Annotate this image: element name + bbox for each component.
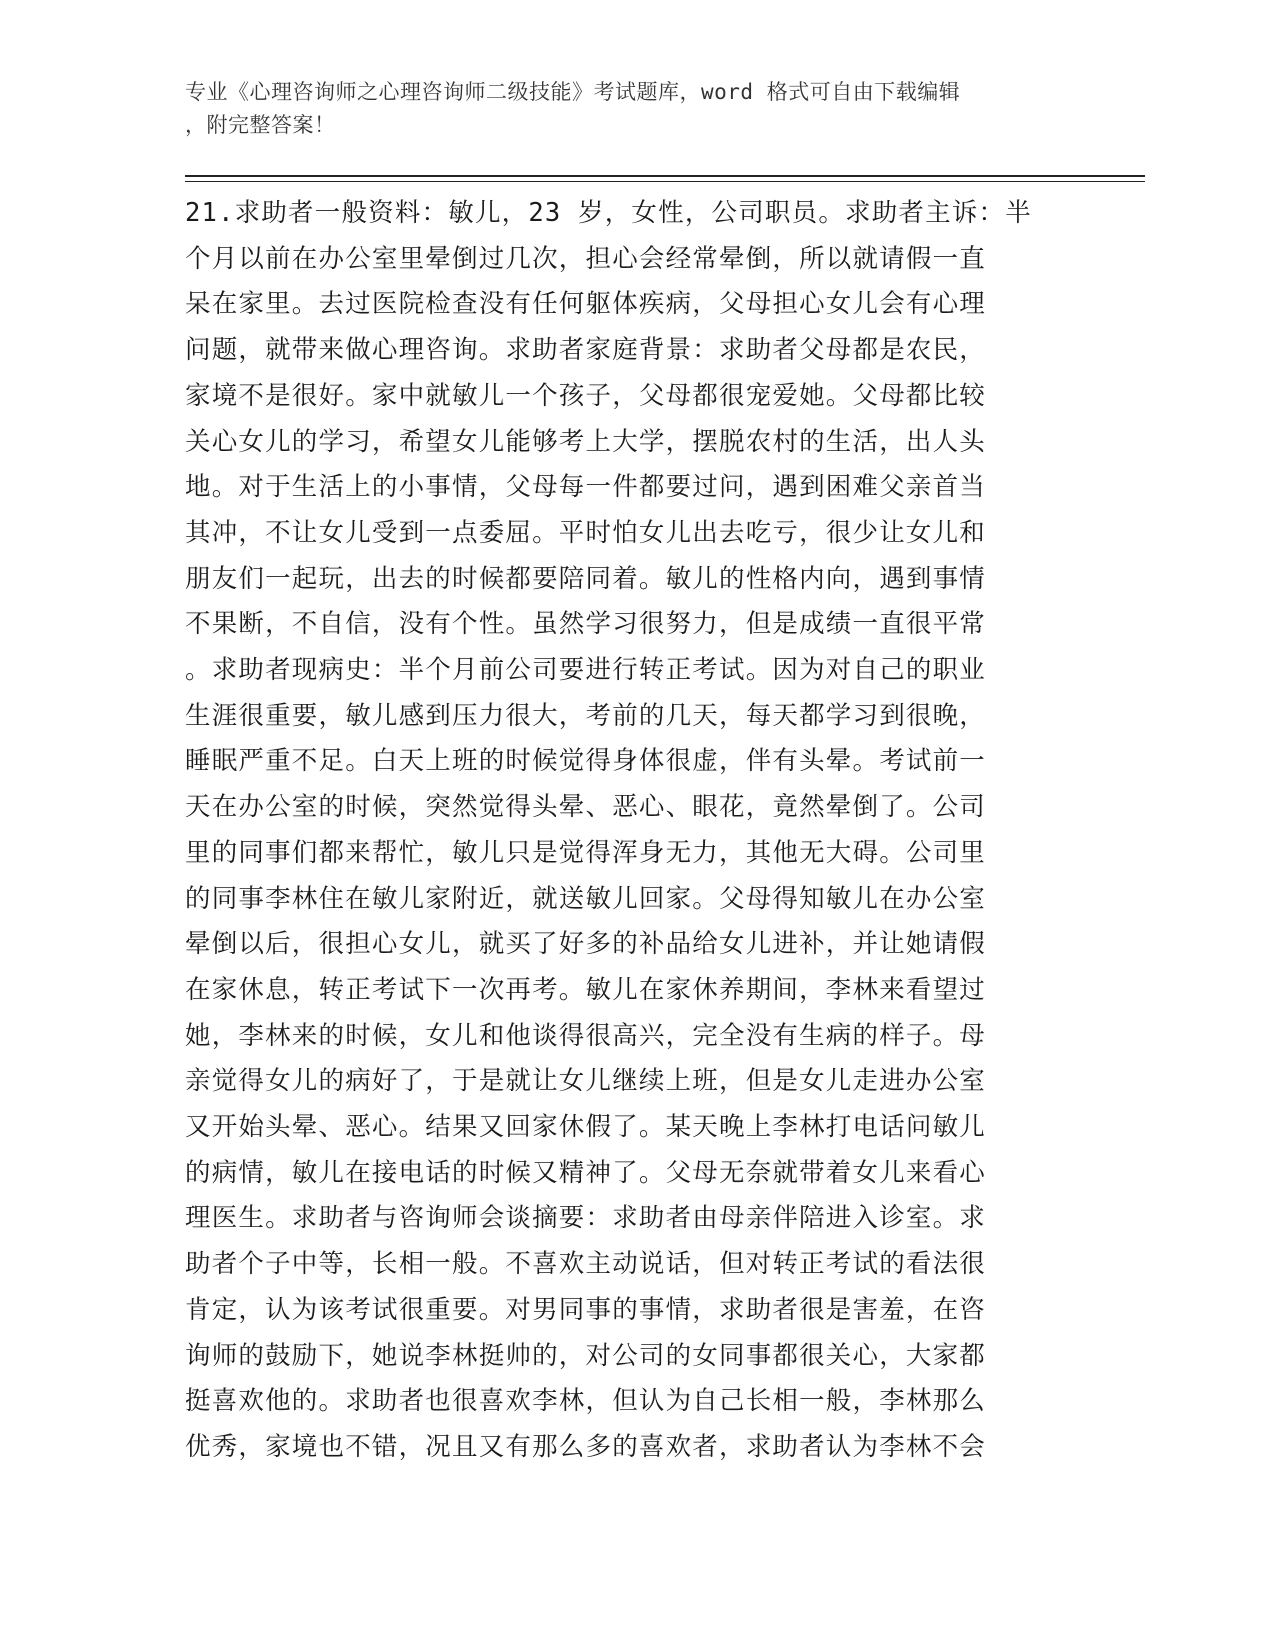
question-line: 不果断，不自信，没有个性。虽然学习很努力，但是成绩一直很平常 (185, 609, 987, 640)
header-line-1: 专业《心理咨询师之心理咨询师二级技能》考试题库，word 格式可自由下载编辑 (185, 80, 961, 104)
question-line: 又开始头晕、恶心。结果又回家休假了。某天晚上李林打电话问敏儿 (185, 1112, 987, 1143)
question-line: 优秀，家境也不错，况且又有那么多的喜欢者，求助者认为李林不会 (185, 1431, 987, 1462)
question-line: 21.求助者一般资料：敏儿，23 岁，女性，公司职员。求助者主诉：半 (185, 198, 1032, 228)
header-line-2: ，附完整答案！ (185, 113, 336, 137)
question-line: 理医生。求助者与咨询师会谈摘要：求助者由母亲伴陪进入诊室。求 (185, 1203, 987, 1234)
question-line: 地。对于生活上的小事情，父母每一件都要过问，遇到困难父亲首当 (185, 472, 987, 503)
question-line: 她，李林来的时候，女儿和他谈得很高兴，完全没有生病的样子。母 (185, 1020, 987, 1051)
question-21-text (185, 191, 1085, 1471)
question-line: 关心女儿的学习，希望女儿能够考上大学，摆脱农村的生活，出人头 (185, 426, 987, 457)
question-line: 朋友们一起玩，出去的时候都要陪同着。敏儿的性格内向，遇到事情 (185, 563, 987, 594)
header-divider-thick (185, 175, 1145, 177)
question-line: 挺喜欢他的。求助者也很喜欢李林，但认为自己长相一般，李林那么 (185, 1386, 987, 1417)
question-line: 睡眠严重不足。白天上班的时候觉得身体很虚，伴有头晕。考试前一 (185, 746, 987, 777)
question-line: 的病情，敏儿在接电话的时候又精神了。父母无奈就带着女儿来看心 (185, 1157, 987, 1188)
question-line: 晕倒以后，很担心女儿，就买了好多的补品给女儿进补，并让她请假 (185, 929, 987, 960)
question-line: 呆在家里。去过医院检查没有任何躯体疾病，父母担心女儿会有心理 (185, 289, 987, 320)
question-line: 问题，就带来做心理咨询。求助者家庭背景：求助者父母都是农民， (185, 335, 987, 366)
question-line: 。求助者现病史：半个月前公司要进行转正考试。因为对自己的职业 (185, 655, 987, 686)
question-line: 的同事李林住在敏儿家附近，就送敏儿回家。父母得知敏儿在办公室 (185, 883, 987, 914)
question-line: 询师的鼓励下，她说李林挺帅的，对公司的女同事都很关心，大家都 (185, 1340, 987, 1371)
question-line: 里的同事们都来帮忙，敏儿只是觉得浑身无力，其他无大碍。公司里 (185, 837, 987, 868)
question-line: 生涯很重要，敏儿感到压力很大，考前的几天，每天都学习到很晚， (185, 700, 987, 731)
header-divider-thin (185, 181, 1145, 182)
question-line: 个月以前在办公室里晕倒过几次，担心会经常晕倒，所以就请假一直 (185, 243, 987, 274)
question-line: 助者个子中等，长相一般。不喜欢主动说话，但对转正考试的看法很 (185, 1249, 987, 1280)
question-line: 亲觉得女儿的病好了，于是就让女儿继续上班，但是女儿走进办公室 (185, 1066, 987, 1097)
question-line: 在家休息，转正考试下一次再考。敏儿在家休养期间，李林来看望过 (185, 974, 987, 1005)
page-header (185, 76, 1065, 142)
question-line: 其冲，不让女儿受到一点委屈。平时怕女儿出去吃亏，很少让女儿和 (185, 517, 987, 548)
question-line: 家境不是很好。家中就敏儿一个孩子，父母都很宠爱她。父母都比较 (185, 380, 987, 411)
question-line: 天在办公室的时候，突然觉得头晕、恶心、眼花，竟然晕倒了。公司 (185, 792, 987, 823)
question-line: 肯定，认为该考试很重要。对男同事的事情，求助者很是害羞，在咨 (185, 1294, 987, 1325)
